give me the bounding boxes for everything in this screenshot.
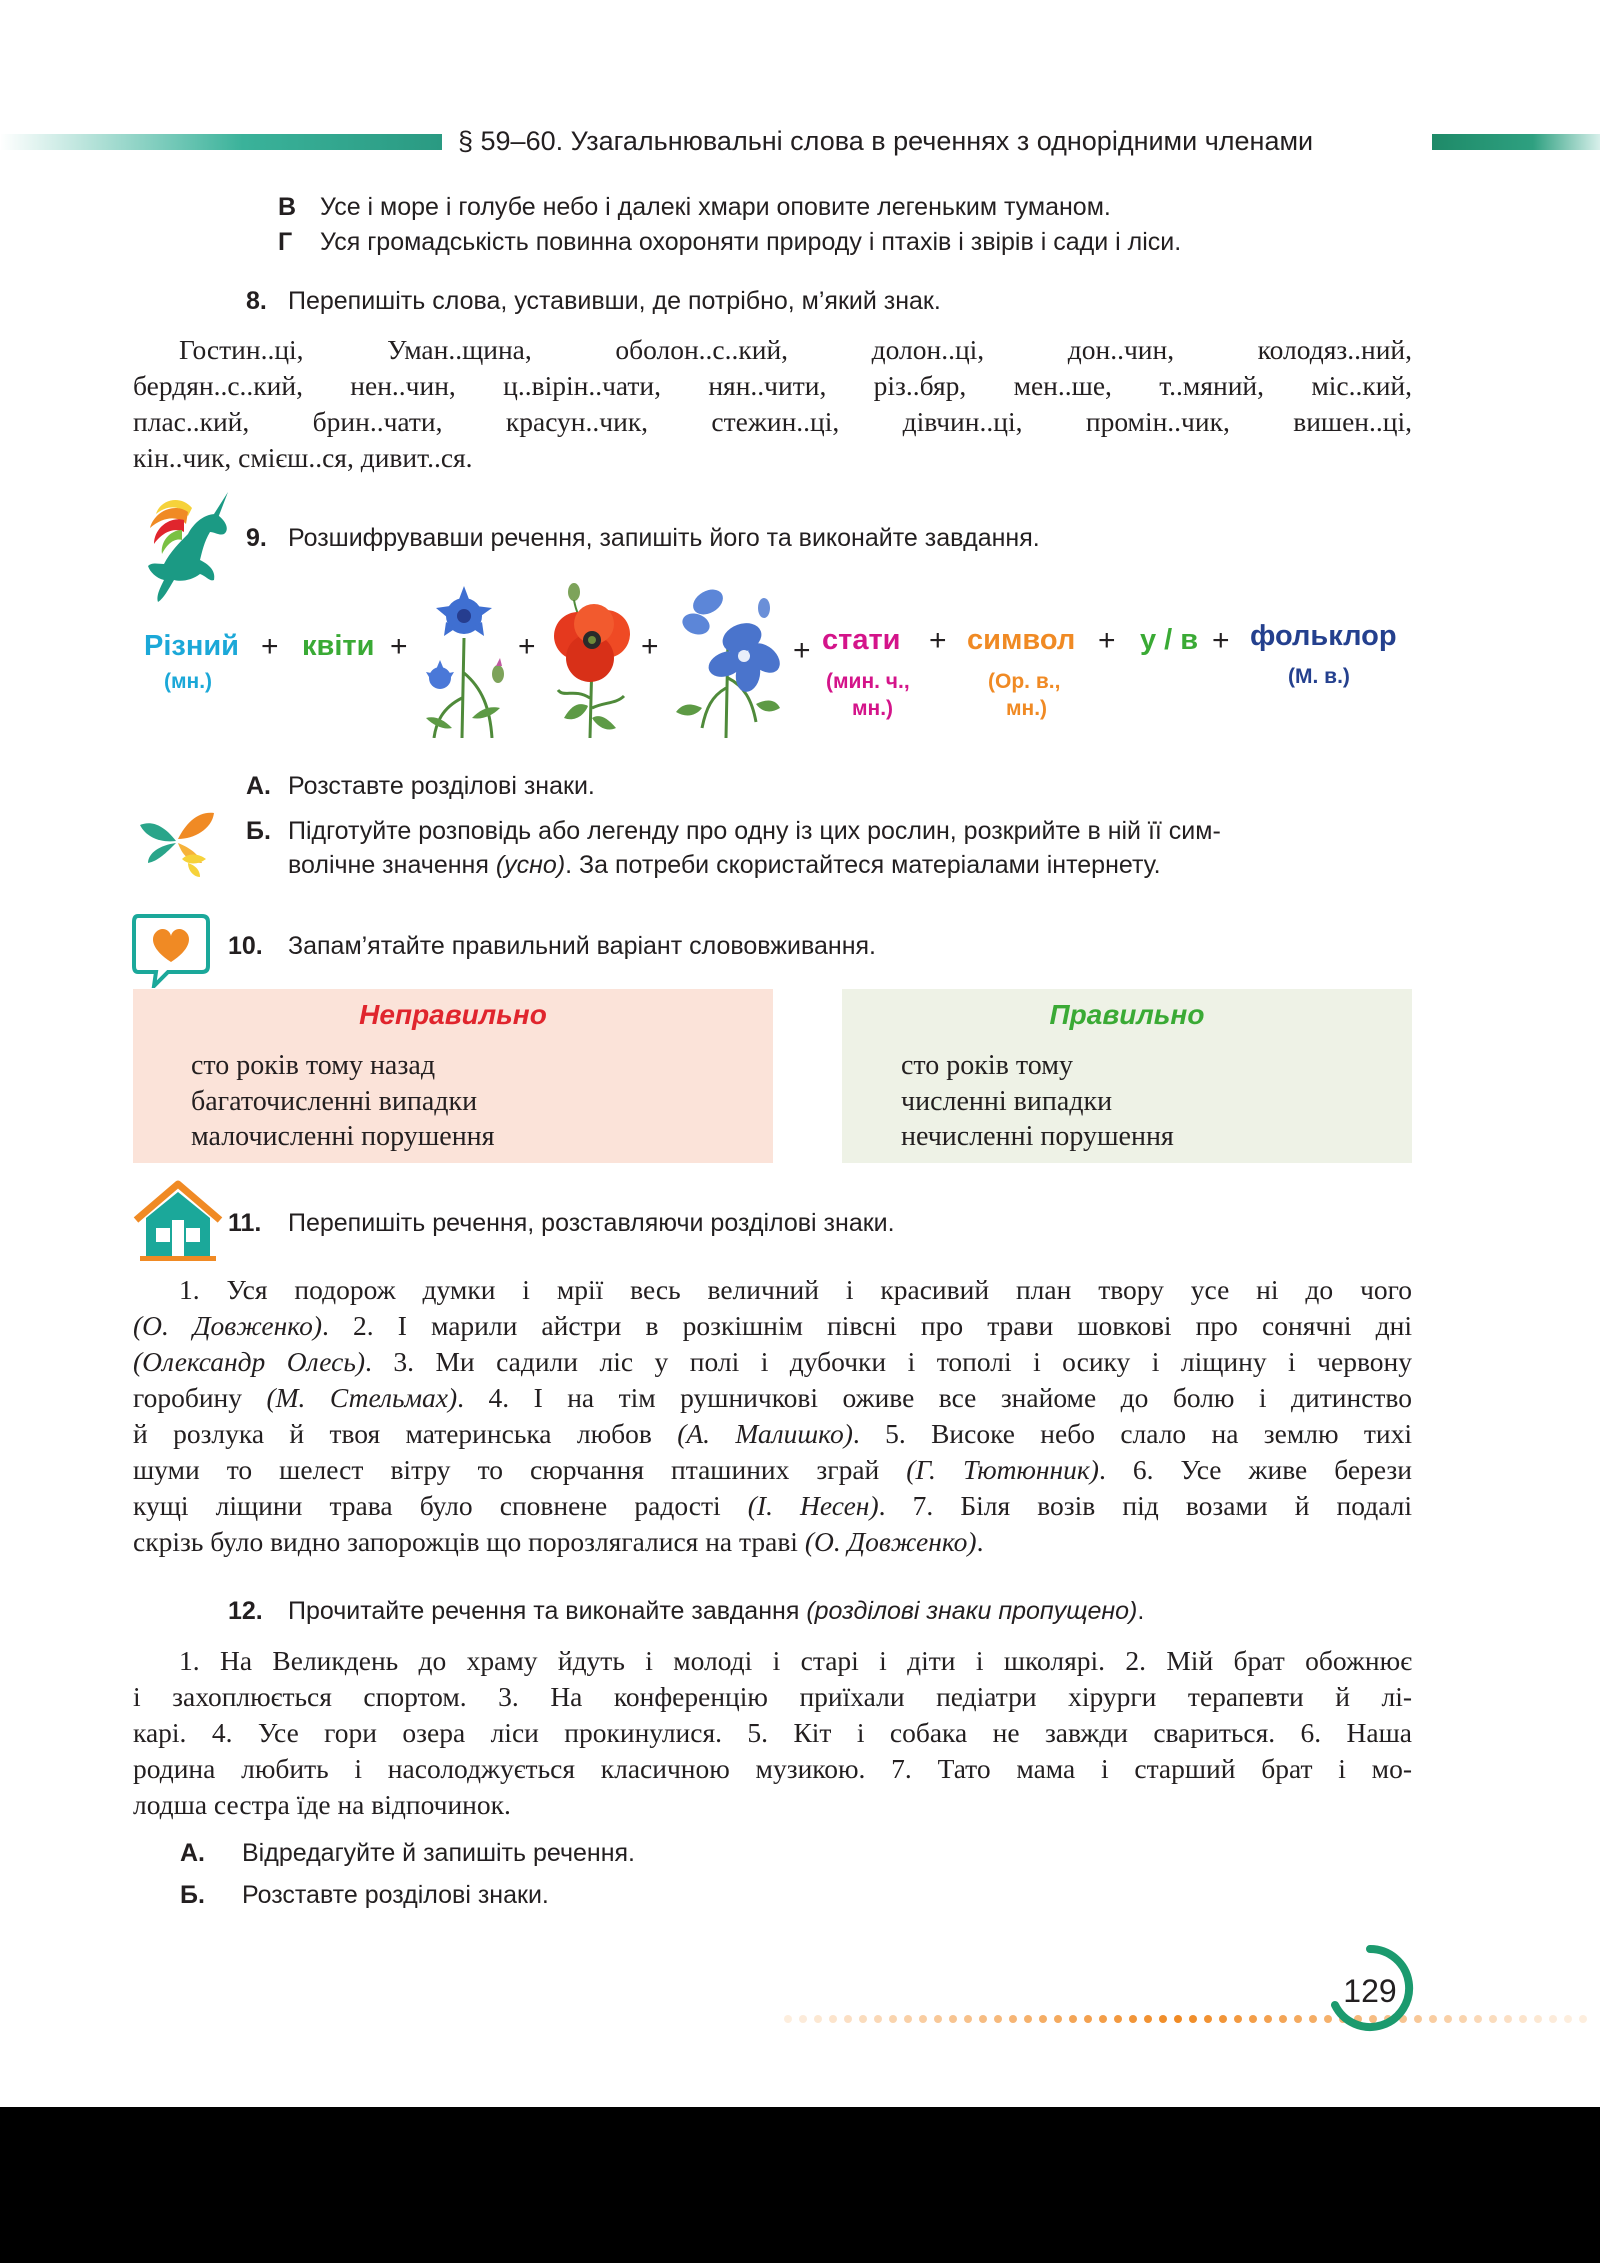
rebus-word-kvity: квіти [302, 630, 375, 662]
footer-dot [1009, 2015, 1017, 2023]
words-line: Гостин..ці, Уман..щина, оболон..с..кий, долон..ці, дон..чин, колодяз..ний, [179, 334, 1412, 365]
footer-dot [1069, 2015, 1077, 2023]
item-text: Усе і море і голубе небо і далекі хмари оповите легеньким туманом. [320, 193, 1111, 221]
footer-dot [904, 2015, 912, 2023]
rebus-word-symvol: символ [967, 624, 1076, 656]
task-instruction: Запам’ятайте правильний варіант слововживання. [288, 932, 877, 960]
footer-dot [1309, 2015, 1317, 2023]
task-number: 11. [228, 1209, 262, 1237]
footer-dot [979, 2015, 987, 2023]
author-attribution: (О. Довженко) [133, 1310, 322, 1341]
subtask-letter: А. [180, 1839, 205, 1867]
footer-dot [1264, 2015, 1272, 2023]
footer-dot [859, 2015, 867, 2023]
sentence-line: і захоплюється спортом. 3. На конференцію приїхали педіатри хірурги терапевти й лі- [133, 1681, 1412, 1712]
task-instruction: Перепишіть слова, уставивши, де потрібно, м’який знак. [288, 287, 941, 315]
item-text: Уся громадськість повинна охороняти природу і птахів і звірів і сади і ліси. [320, 228, 1182, 256]
sentence-text: кущі ліщини трава було сповнене радості [133, 1490, 748, 1521]
author-attribution: (І. Несен) [747, 1490, 879, 1521]
footer-dot [1549, 2015, 1557, 2023]
sentence-text: . [976, 1526, 984, 1557]
footer-dot [1114, 2015, 1122, 2023]
wrong-item: багаточисленні випадки [191, 1085, 478, 1117]
sentence-text: шуми то шелест вітру то сюрчання пташиних зграй [133, 1454, 907, 1485]
task-number: 12. [228, 1597, 263, 1625]
task12-subtask-b [180, 1881, 549, 1910]
task-instruction-italic: (розділові знаки пропущено) [806, 1597, 1138, 1625]
wrong-item: сто років тому назад [191, 1050, 436, 1081]
footer-dot [1459, 2015, 1467, 2023]
sentence-text: горобину [133, 1382, 267, 1413]
footer-dot [1564, 2015, 1572, 2023]
sentence-text: скрізь було видно запорожців що порозлягалися на траві [133, 1526, 805, 1557]
task-number: 8. [246, 287, 267, 315]
sentence-line [133, 1308, 1412, 1344]
sentence-line [133, 1524, 1412, 1560]
footer-dot [1189, 2015, 1197, 2023]
footer-dot [1249, 2015, 1257, 2023]
task8-words [133, 332, 1412, 476]
footer-dot [1039, 2015, 1047, 2023]
author-attribution: (Г. Тютюнник) [906, 1454, 1099, 1485]
rebus-plus: + [641, 630, 659, 663]
footer-dot [1219, 2015, 1227, 2023]
right-heading: Правильно [1049, 999, 1205, 1030]
sentence-text: . 7. Біля возів під возами й подалі [878, 1490, 1412, 1521]
header-bar-right [1432, 134, 1600, 150]
footer-dot [844, 2015, 852, 2023]
sentence-text: . 3. Ми садили ліс у полі і дубочки і тополі і осику і ліщину і червону [365, 1346, 1412, 1377]
unicorn-icon [130, 490, 240, 610]
footer-dot [1489, 2015, 1497, 2023]
task10-heading [228, 932, 876, 961]
sentence-line: родина любить і насолоджується класичною музикою. 7. Тато мама і старший брат і мо- [133, 1753, 1412, 1784]
footer-dot [1084, 2015, 1092, 2023]
author-attribution: (О. Довженко) [804, 1526, 977, 1557]
rebus-plus: + [261, 630, 279, 663]
sentence-line: 1. На Великдень до храму йдуть і молоді і старі і діти і школярі. 2. Мій брат обожнює [179, 1645, 1412, 1676]
right-item: численні випадки [901, 1085, 1113, 1117]
footer-dot [919, 2015, 927, 2023]
wrong-heading: Неправильно [359, 999, 547, 1030]
author-attribution: (А. Малишко) [677, 1418, 853, 1449]
heart-speech-icon [130, 912, 212, 988]
footer-dot [1174, 2015, 1182, 2023]
task8-heading [246, 287, 941, 316]
footer-dot [994, 2015, 1002, 2023]
subtask-letter: Б. [246, 817, 271, 845]
footer-dot [1474, 2015, 1482, 2023]
subtask-letter: А. [246, 772, 271, 800]
footer-dot [1234, 2015, 1242, 2023]
page-header-title: § 59–60. Узагальнювальні слова в реченнях з однорідними членами [458, 126, 1314, 156]
task-instruction: Прочитайте речення та виконайте завдання [288, 1597, 807, 1625]
footer-dot [1159, 2015, 1167, 2023]
footer-dot [1444, 2015, 1452, 2023]
bottom-black-band [0, 2107, 1600, 2263]
rebus-note-mv: (М. в.) [1288, 665, 1350, 688]
task-number: 9. [246, 524, 267, 552]
footer-dot [1054, 2015, 1062, 2023]
footer-dot [1519, 2015, 1527, 2023]
footer-dot [799, 2015, 807, 2023]
footer-dot [1429, 2015, 1437, 2023]
subtask-text: Розставте розділові знаки. [242, 1881, 549, 1909]
sentence-line [133, 1272, 1412, 1308]
footer-dot [889, 2015, 897, 2023]
footer-dot [949, 2015, 957, 2023]
rebus-plus: + [1212, 624, 1230, 657]
footer-dot [1534, 2015, 1542, 2023]
subtask-letter: Б. [180, 1881, 205, 1909]
words-line: плас..кий, брин..чати, красун..чик, стежин..ці, дівчин..ці, промін..чик, вишен..ці, [133, 406, 1412, 437]
sentence-line: карі. 4. Усе гори озера ліси прокинулися. 5. Кіт і собака не завжди свариться. 6. Наша [133, 1717, 1412, 1748]
rebus-plus: + [518, 630, 536, 663]
rebus-plus: + [793, 634, 811, 667]
footer-dot [874, 2015, 882, 2023]
item-letter: Г [278, 228, 293, 256]
footer-dot [1024, 2015, 1032, 2023]
rebus-note-staty-1: (мин. ч., [826, 670, 910, 693]
sentence-text: 1. Уся подорож думки і мрії весь величний і красивий план твору усе ні до чого [179, 1274, 1412, 1305]
house-icon [132, 1180, 224, 1262]
task-instruction: Перепишіть речення, розставляючи розділові знаки. [288, 1209, 895, 1237]
periwinkle-icon [672, 578, 782, 738]
task12-subtask-a [180, 1839, 635, 1868]
rebus-plus: + [929, 624, 947, 657]
sentence-text: й розлука й твоя материнська любов [133, 1418, 678, 1449]
footer-dot [829, 2015, 837, 2023]
butterflies-icon [132, 803, 222, 879]
footer-dot [814, 2015, 822, 2023]
subtask-text: Підготуйте розповідь або легенду про одну із цих рослин, розкрийте в ній її сим- [288, 817, 1221, 845]
right-item: сто років тому [901, 1050, 1073, 1081]
right-usage-box [842, 989, 1412, 1163]
wrong-usage-box [133, 989, 773, 1163]
task11-sentences [133, 1272, 1412, 1560]
header-bar-left [0, 134, 442, 150]
footer-dot [784, 2015, 792, 2023]
footer-dot [1099, 2015, 1107, 2023]
footer-dot [1579, 2015, 1587, 2023]
rebus-note-mn: (мн.) [164, 670, 213, 693]
task9-subtask-b-line2 [288, 851, 1161, 880]
wrong-item: малочисленні порушення [191, 1121, 495, 1152]
sentence-line: лодша сестра їде на відпочинок. [133, 1789, 511, 1820]
rebus-note-staty-2: мн.) [852, 697, 894, 720]
sentence-line [133, 1416, 1412, 1452]
author-attribution: (Олександр Олесь) [133, 1346, 365, 1377]
footer-dot [1279, 2015, 1287, 2023]
rebus-word-staty: стати [822, 624, 901, 656]
sentence-text: . 5. Високе небо слало на землю тихі [852, 1418, 1412, 1449]
rebus-word-folklor: фольклор [1250, 620, 1397, 652]
footer-dot [1414, 2015, 1422, 2023]
subtask-text: Відредагуйте й запишіть речення. [242, 1839, 635, 1867]
rebus-word-u-v: у / в [1140, 624, 1199, 656]
right-item: нечисленні порушення [901, 1121, 1174, 1152]
rebus-plus: + [390, 630, 408, 663]
rebus-note-symvol-1: (Ор. в., [988, 670, 1061, 693]
rebus-plus: + [1098, 624, 1116, 657]
footer-dots [780, 2012, 1600, 2026]
item-letter: В [278, 193, 297, 221]
sentence-line [133, 1452, 1412, 1488]
page-number: 129 [1343, 1973, 1397, 2009]
task9-heading [246, 524, 1040, 553]
task9-subtask-b [246, 817, 1221, 846]
footer-dot [964, 2015, 972, 2023]
sentence-text: . 4. І на тім рушничкові оживе все знайоме до болю і дитинство [457, 1382, 1412, 1413]
task7-item-g [278, 228, 1181, 257]
task-instruction-end: . [1137, 1597, 1145, 1625]
task12-heading [228, 1597, 1144, 1626]
task11-heading [228, 1209, 895, 1238]
words-line: кін..чик, смієш..ся, дивит..ся. [133, 442, 473, 473]
subtask-text: волічне значення [288, 851, 496, 879]
footer-dot [934, 2015, 942, 2023]
footer-dot [1144, 2015, 1152, 2023]
footer-dot [1504, 2015, 1512, 2023]
words-line: бердян..с..кий, нен..чин, ц..вірін..чати, нян..чити, різ..бяр, мен..ше, т..мяний, міс..кий, [133, 370, 1412, 401]
author-attribution: (М. Стельмах) [266, 1382, 458, 1413]
poppy-icon [544, 578, 640, 738]
task7-item-v [278, 193, 1111, 222]
task-instruction: Розшифрувавши речення, запишіть його та виконайте завдання. [288, 524, 1040, 552]
footer-dot [1204, 2015, 1212, 2023]
task-number: 10. [228, 932, 263, 960]
rebus-word-rizniy: Різний [144, 630, 239, 662]
subtask-text: Розставте розділові знаки. [288, 772, 595, 800]
sentence-text: . 6. Усе живе берези [1098, 1454, 1412, 1485]
sentence-line [133, 1488, 1412, 1524]
footer-dot [1129, 2015, 1137, 2023]
task12-sentences [133, 1643, 1412, 1823]
subtask-text: . За потреби скористайтеся матеріалами інтернету. [565, 851, 1161, 879]
cornflower-icon [412, 578, 522, 738]
footer-dot [1294, 2015, 1302, 2023]
sentence-text: . 2. І марили айстри в розкішнім півсні про трави шовкові про сонячні дні [321, 1310, 1412, 1341]
task9-subtask-a [246, 772, 595, 801]
subtask-italic: (усно) [495, 851, 566, 879]
sentence-line [133, 1344, 1412, 1380]
rebus-note-symvol-2: мн.) [1006, 697, 1048, 720]
sentence-line [133, 1380, 1412, 1416]
